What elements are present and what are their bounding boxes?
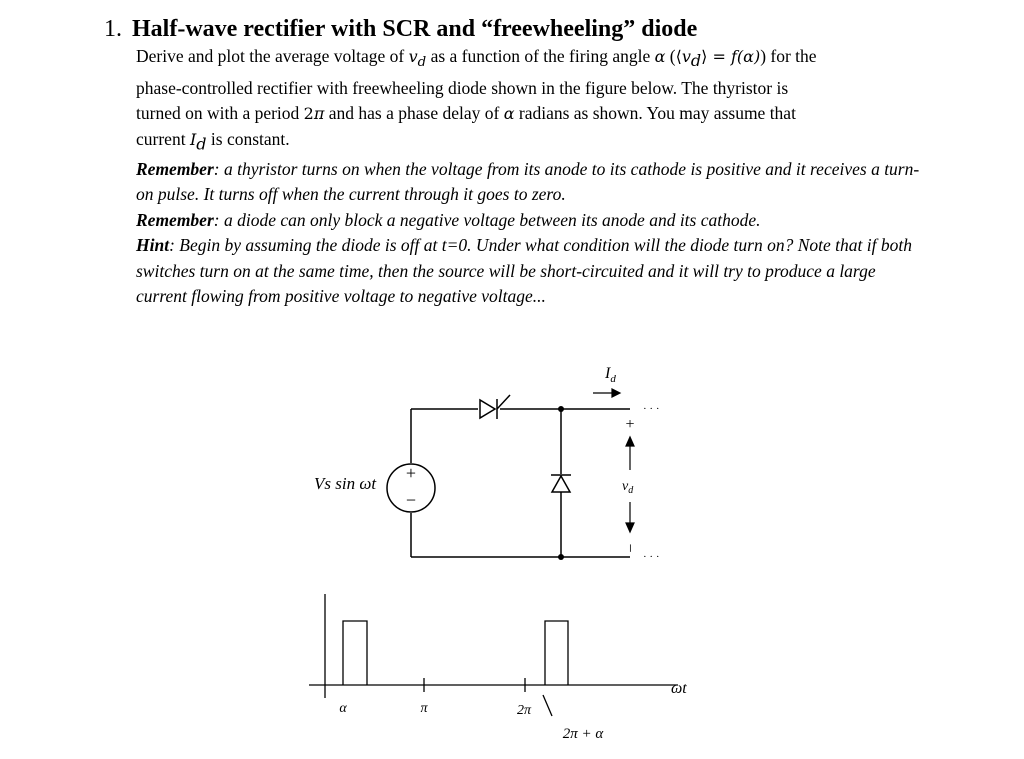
freewheeling-diode-symbol (551, 475, 571, 492)
source-label: Vs sin ωt (314, 474, 377, 493)
ac-source-symbol (387, 463, 435, 512)
equation-v: v (681, 47, 691, 66)
statement-text: radians as shown. You may assume that (514, 103, 796, 124)
vd-arrow-up (626, 437, 634, 470)
hint-label: Hint (136, 235, 170, 256)
statement-text: and has a phase delay of (324, 103, 504, 124)
current-symbol-sub: d (196, 134, 207, 154)
remember-label: Remember (136, 158, 214, 179)
current-label-sub: d (610, 373, 616, 385)
statement-text: as a function of the firing angle (426, 46, 655, 66)
vd-symbol-letter: v (408, 47, 418, 66)
x-axis-label: ωt (671, 680, 687, 697)
hint-text: : Begin by assuming the diode is off at t=0. Under what condition will the diode turn on? Note that if both switches turn on at the same time, then the source will be short-circuited and it will try to produce a large current flowing from positive voltage to negative voltage... (136, 235, 912, 307)
pi-symbol: π (313, 104, 325, 124)
junction-dot-bottom (558, 554, 564, 560)
statement-text: ( (665, 46, 676, 66)
statement-text: turned on with a period (136, 103, 304, 124)
equation-f: f (730, 47, 737, 66)
remember-text: : a diode can only block a negative voltage between its anode and its cathode. (213, 209, 761, 230)
output-terminal-dots-top: · · · (643, 403, 660, 415)
problem-number: 1. (104, 16, 122, 42)
alpha-symbol: α (654, 47, 666, 66)
tick-pi: π (420, 701, 428, 716)
remember-text: : a thyristor turns on when the voltage from its anode to its cathode is positive and it receives a turn-on pulse. It turns off when the current through it goes to zero. (136, 158, 920, 205)
thyristor-symbol (480, 395, 510, 419)
equation-open: ⟨ (675, 47, 682, 66)
current-arrow (593, 389, 620, 397)
vd-plus: + (625, 416, 635, 433)
junction-dot-top (558, 406, 564, 412)
vd-label (622, 479, 634, 496)
tick-2pi-alpha-leader (543, 695, 552, 716)
statement-text: Derive and plot the average voltage of (136, 46, 409, 66)
gate-pulse-2 (545, 621, 568, 685)
two-symbol: 2 (303, 104, 314, 124)
pulse-plot (309, 594, 678, 716)
current-symbol: I (189, 129, 197, 149)
current-label-letter: I (605, 365, 611, 382)
vd-symbol-sub: d (417, 55, 427, 71)
statement-text: is constant. (206, 128, 290, 149)
tick-2pi-alpha: 2π + α (562, 726, 604, 742)
source-plus: + (405, 463, 417, 483)
statement-text: phase-controlled rectifier with freewheeling diode shown in the figure below. The thyristor is (136, 77, 789, 98)
statement-text: ) for the (760, 46, 817, 66)
output-terminal-dots-bottom: · · · (643, 551, 660, 563)
remember-label: Remember (136, 209, 214, 230)
vd-minus: − (621, 543, 638, 553)
tick-alpha: α (339, 701, 347, 716)
vd-label-sub: d (628, 485, 634, 496)
gate-pulse-1 (343, 621, 367, 685)
alpha-symbol: α (503, 104, 515, 124)
equation-arg: (α) (736, 47, 761, 66)
vd-label-letter: v (622, 479, 629, 494)
source-minus: − (405, 490, 417, 510)
statement-text: current (136, 128, 190, 149)
equation-sub: d (690, 51, 702, 71)
tick-2pi: 2π (516, 703, 532, 718)
problem-title: Half-wave rectifier with SCR and “freewheeling” diode (132, 16, 698, 42)
vd-arrow-down (626, 502, 634, 532)
equation-rest: ⟩ = (701, 47, 731, 66)
current-label (604, 365, 616, 385)
